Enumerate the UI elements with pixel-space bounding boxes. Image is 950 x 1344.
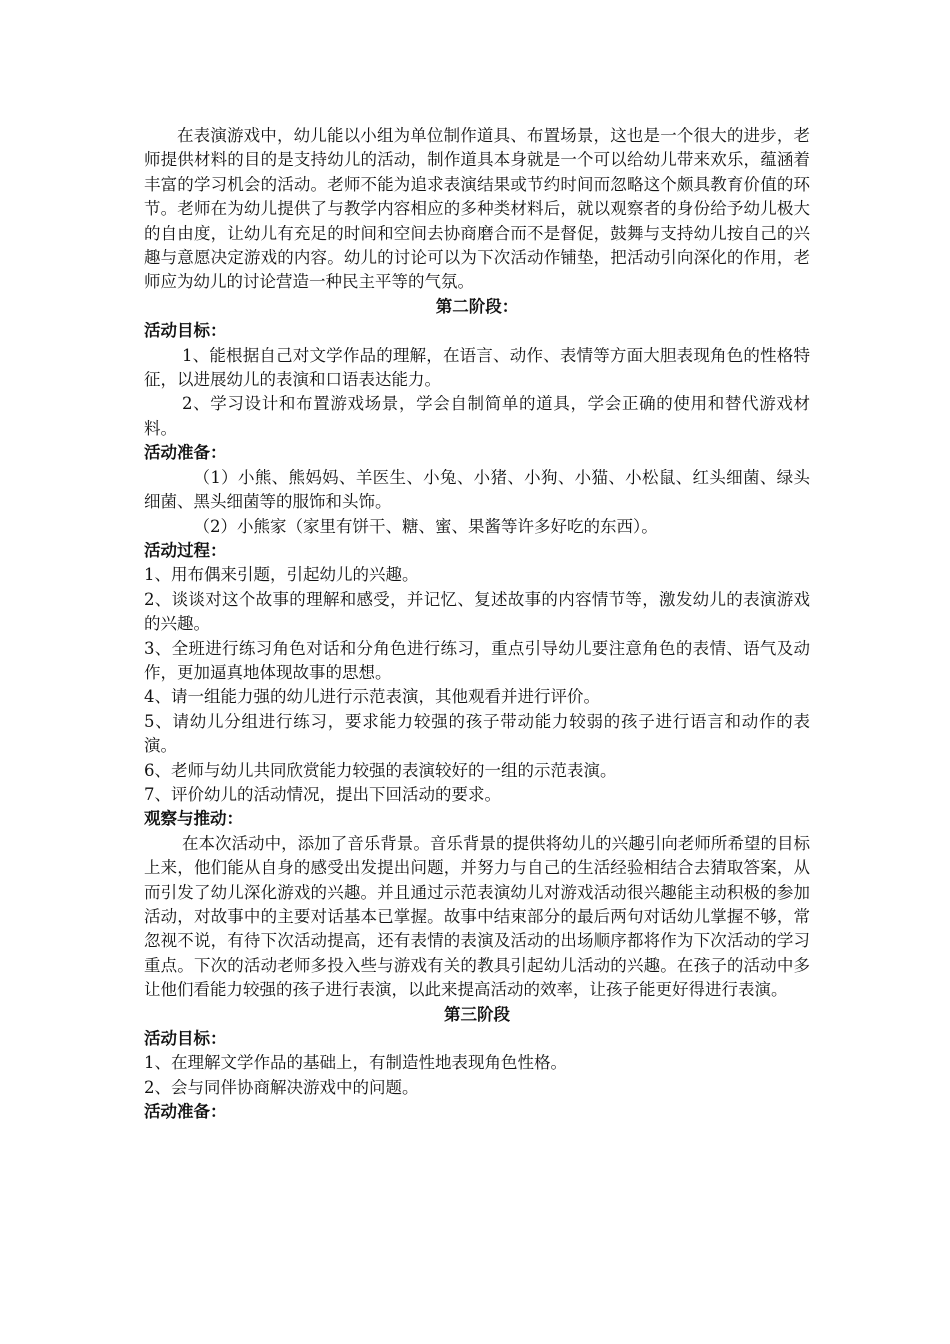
stage2-process-2: 2、谈谈对这个故事的理解和感受，并记忆、复述故事的内容情节等，激发幼儿的表演游戏的兴趣。	[144, 589, 810, 634]
stage2-process-heading: 活动过程：	[144, 540, 227, 560]
intro-paragraph: 在表演游戏中，幼儿能以小组为单位制作道具、布置场景，这也是一个很大的进步，老师提供材料的目的是支持幼儿的活动，制作道具本身就是一个可以给幼儿带来欢乐，蕴涵着丰富的学习机会的活动。老师不能为追求表演结果或节约时间而忽略这个颇具教育价值的环节。老师在为幼儿提供了与教学内容相应的多种类材料后，就以观察者的身份给予幼儿极大的自由度，让幼儿有充足的时间和空间去协商磨合而不是督促，鼓舞与支持幼儿按自己的兴趣与意愿决定游戏的内容。幼儿的讨论可以为下次活动作铺垫，把活动引向深化的作用，老师应为幼儿的讨论营造一种民主平等的气氛。	[144, 126, 810, 292]
stage3-prep-heading: 活动准备：	[144, 1102, 227, 1122]
stage2-process-6: 6、老师与幼儿共同欣赏能力较强的表演较好的一组的示范表演。	[144, 760, 617, 780]
stage2-process-4: 4、请一组能力强的幼儿进行示范表演，其他观看并进行评价。	[144, 687, 600, 707]
stage2-observe-heading: 观察与推动：	[144, 809, 243, 829]
stage2-title: 第二阶段：	[435, 296, 519, 316]
stage3-goal-1: 1、在理解文学作品的基础上，有制造性地表现角色性格。	[144, 1053, 567, 1073]
stage2-goal-2: 2、学习设计和布置游戏场景，学会自制简单的道具，学会正确的使用和替代游戏材料。	[144, 394, 810, 438]
stage2-process-5: 5、请幼儿分组进行练习，要求能力较强的孩子带动能力较弱的孩子进行语言和动作的表演。	[144, 711, 810, 756]
document-page	[144, 124, 810, 1125]
stage2-goal-1: 1、能根据自己对文学作品的理解，在语言、动作、表情等方面大胆表现角色的性格特征，以进展幼儿的表演和口语表达能力。	[144, 345, 810, 390]
stage2-process-7: 7、评价幼儿的活动情况，提出下回活动的要求。	[144, 784, 501, 804]
stage2-process-1: 1、用布偶来引题，引起幼儿的兴趣。	[144, 565, 419, 585]
stage2-prep-heading: 活动准备：	[144, 443, 227, 463]
stage3-goal-2: 2、会与同伴协商解决游戏中的问题。	[144, 1077, 419, 1097]
stage2-observe-paragraph: 在本次活动中，添加了音乐背景。音乐背景的提供将幼儿的兴趣引向老师所希望的目标上来，他们能从自身的感受出发提出问题，并努力与自己的生活经验相结合去猜取答案，从而引发了幼儿深化游戏的兴趣。并且通过示范表演幼儿对游戏活动很兴趣能主动积极的参加活动，对故事中的主要对话基本已掌握。故事中结束部分的最后两句对话幼儿掌握不够，常忽视不说，有待下次活动提高，还有表情的表演及活动的出场顺序都将作为下次活动的学习重点。下次的活动老师多投入些与游戏有关的教具引起幼儿活动的兴趣。在孩子的活动中多让他们看能力较强的孩子进行表演，以此来提高活动的效率，让孩子能更好得进行表演。	[144, 833, 810, 1000]
stage3-title: 第三阶段	[444, 1004, 510, 1024]
stage2-process-3: 3、全班进行练习角色对话和分角色进行练习，重点引导幼儿要注意角色的表情、语气及动作，更加逼真地体现故事的思想。	[144, 638, 810, 682]
stage3-goals-heading: 活动目标：	[144, 1029, 227, 1049]
stage2-prep-1: （1）小熊、熊妈妈、羊医生、小兔、小猪、小狗、小猫、小松鼠、红头细菌、绿头细菌、黑头细菌等的服饰和头饰。	[144, 467, 810, 512]
stage2-prep-2: （2）小熊家（家里有饼干、糖、蜜、果酱等许多好吃的东西）。	[193, 516, 658, 536]
stage2-goals-heading: 活动目标：	[144, 321, 227, 341]
